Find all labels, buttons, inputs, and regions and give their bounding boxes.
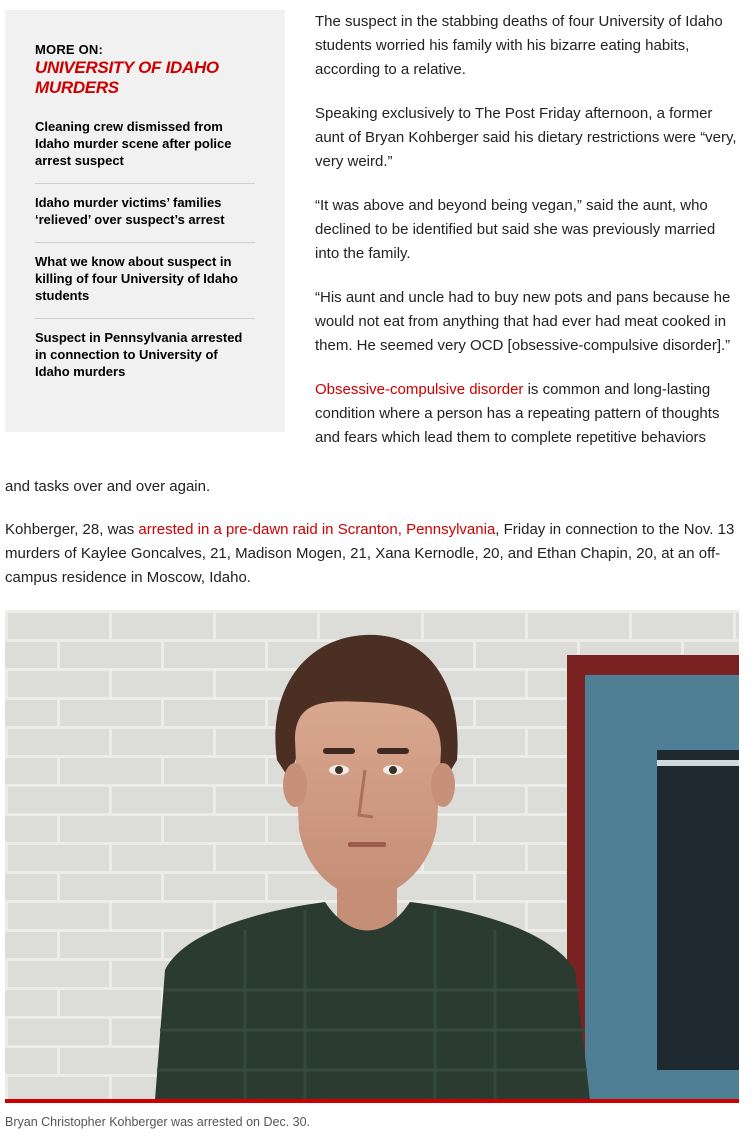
photo-divider bbox=[5, 1099, 739, 1103]
paragraph-5-continued bbox=[5, 475, 745, 499]
paragraph-4: “His aunt and uncle had to buy new pots and pans because he would not eat from anything that had ever had meat cooked in them. He seemed very OCD [obsessive-compulsive disorder].” bbox=[315, 289, 731, 354]
related-story-link[interactable]: Suspect in Pennsylvania arrested in connection to University of Idaho murders bbox=[35, 330, 243, 379]
paragraph-5 bbox=[315, 378, 743, 450]
paragraph-1: The suspect in the stabbing deaths of four University of Idaho students worried his family with his bizarre eating habits, according to a relative. bbox=[315, 13, 723, 78]
paragraph-5-text: is common and long-lasting condition where a person has a repeating pattern of thoughts and fears which lead them to complete repetitive behaviors bbox=[315, 381, 720, 446]
arrest-link[interactable]: arrested in a pre-dawn raid in Scranton, Pennsylvania bbox=[138, 521, 496, 538]
paragraph-6-end: , Friday in connection to the Nov. 13 murders of Kaylee Goncalves, 21, Madison Mogen, 21, Xana Kernodle, 20, and Ethan Chapin, 20, at an off-campus residence in Moscow, Idaho. bbox=[5, 521, 735, 586]
more-on-label: MORE ON: bbox=[35, 42, 104, 57]
related-story-link[interactable]: Idaho murder victims’ families ‘relieved’ over suspect’s arrest bbox=[35, 184, 255, 243]
paragraph-5-tail: and tasks over and over again. bbox=[5, 478, 211, 495]
paragraph-6-start: Kohberger, 28, was bbox=[5, 521, 139, 538]
article-column-text bbox=[315, 10, 743, 450]
ocd-link[interactable]: Obsessive-compulsive disorder bbox=[315, 381, 524, 398]
photo-caption: Bryan Christopher Kohberger was arrested on Dec. 30. bbox=[5, 1115, 311, 1129]
related-stories-list bbox=[35, 114, 255, 394]
paragraph-3: “It was above and beyond being vegan,” said the aunt, who declined to be identified but said she was previously married into the family. bbox=[315, 197, 716, 262]
paragraph-6 bbox=[5, 518, 745, 590]
more-on-sidebar bbox=[5, 10, 285, 432]
mugshot-illustration bbox=[5, 610, 739, 1100]
more-on-topic-link[interactable]: UNIVERSITY OF IDAHO MURDERS bbox=[35, 58, 219, 97]
related-story-link[interactable]: Cleaning crew dismissed from Idaho murder scene after police arrest suspect bbox=[35, 114, 255, 184]
suspect-photo bbox=[5, 610, 739, 1100]
related-story-link[interactable]: What we know about suspect in killing of four University of Idaho students bbox=[35, 243, 255, 319]
paragraph-2: Speaking exclusively to The Post Friday afternoon, a former aunt of Bryan Kohberger said his dietary restrictions were “very, very weird.” bbox=[315, 105, 737, 170]
